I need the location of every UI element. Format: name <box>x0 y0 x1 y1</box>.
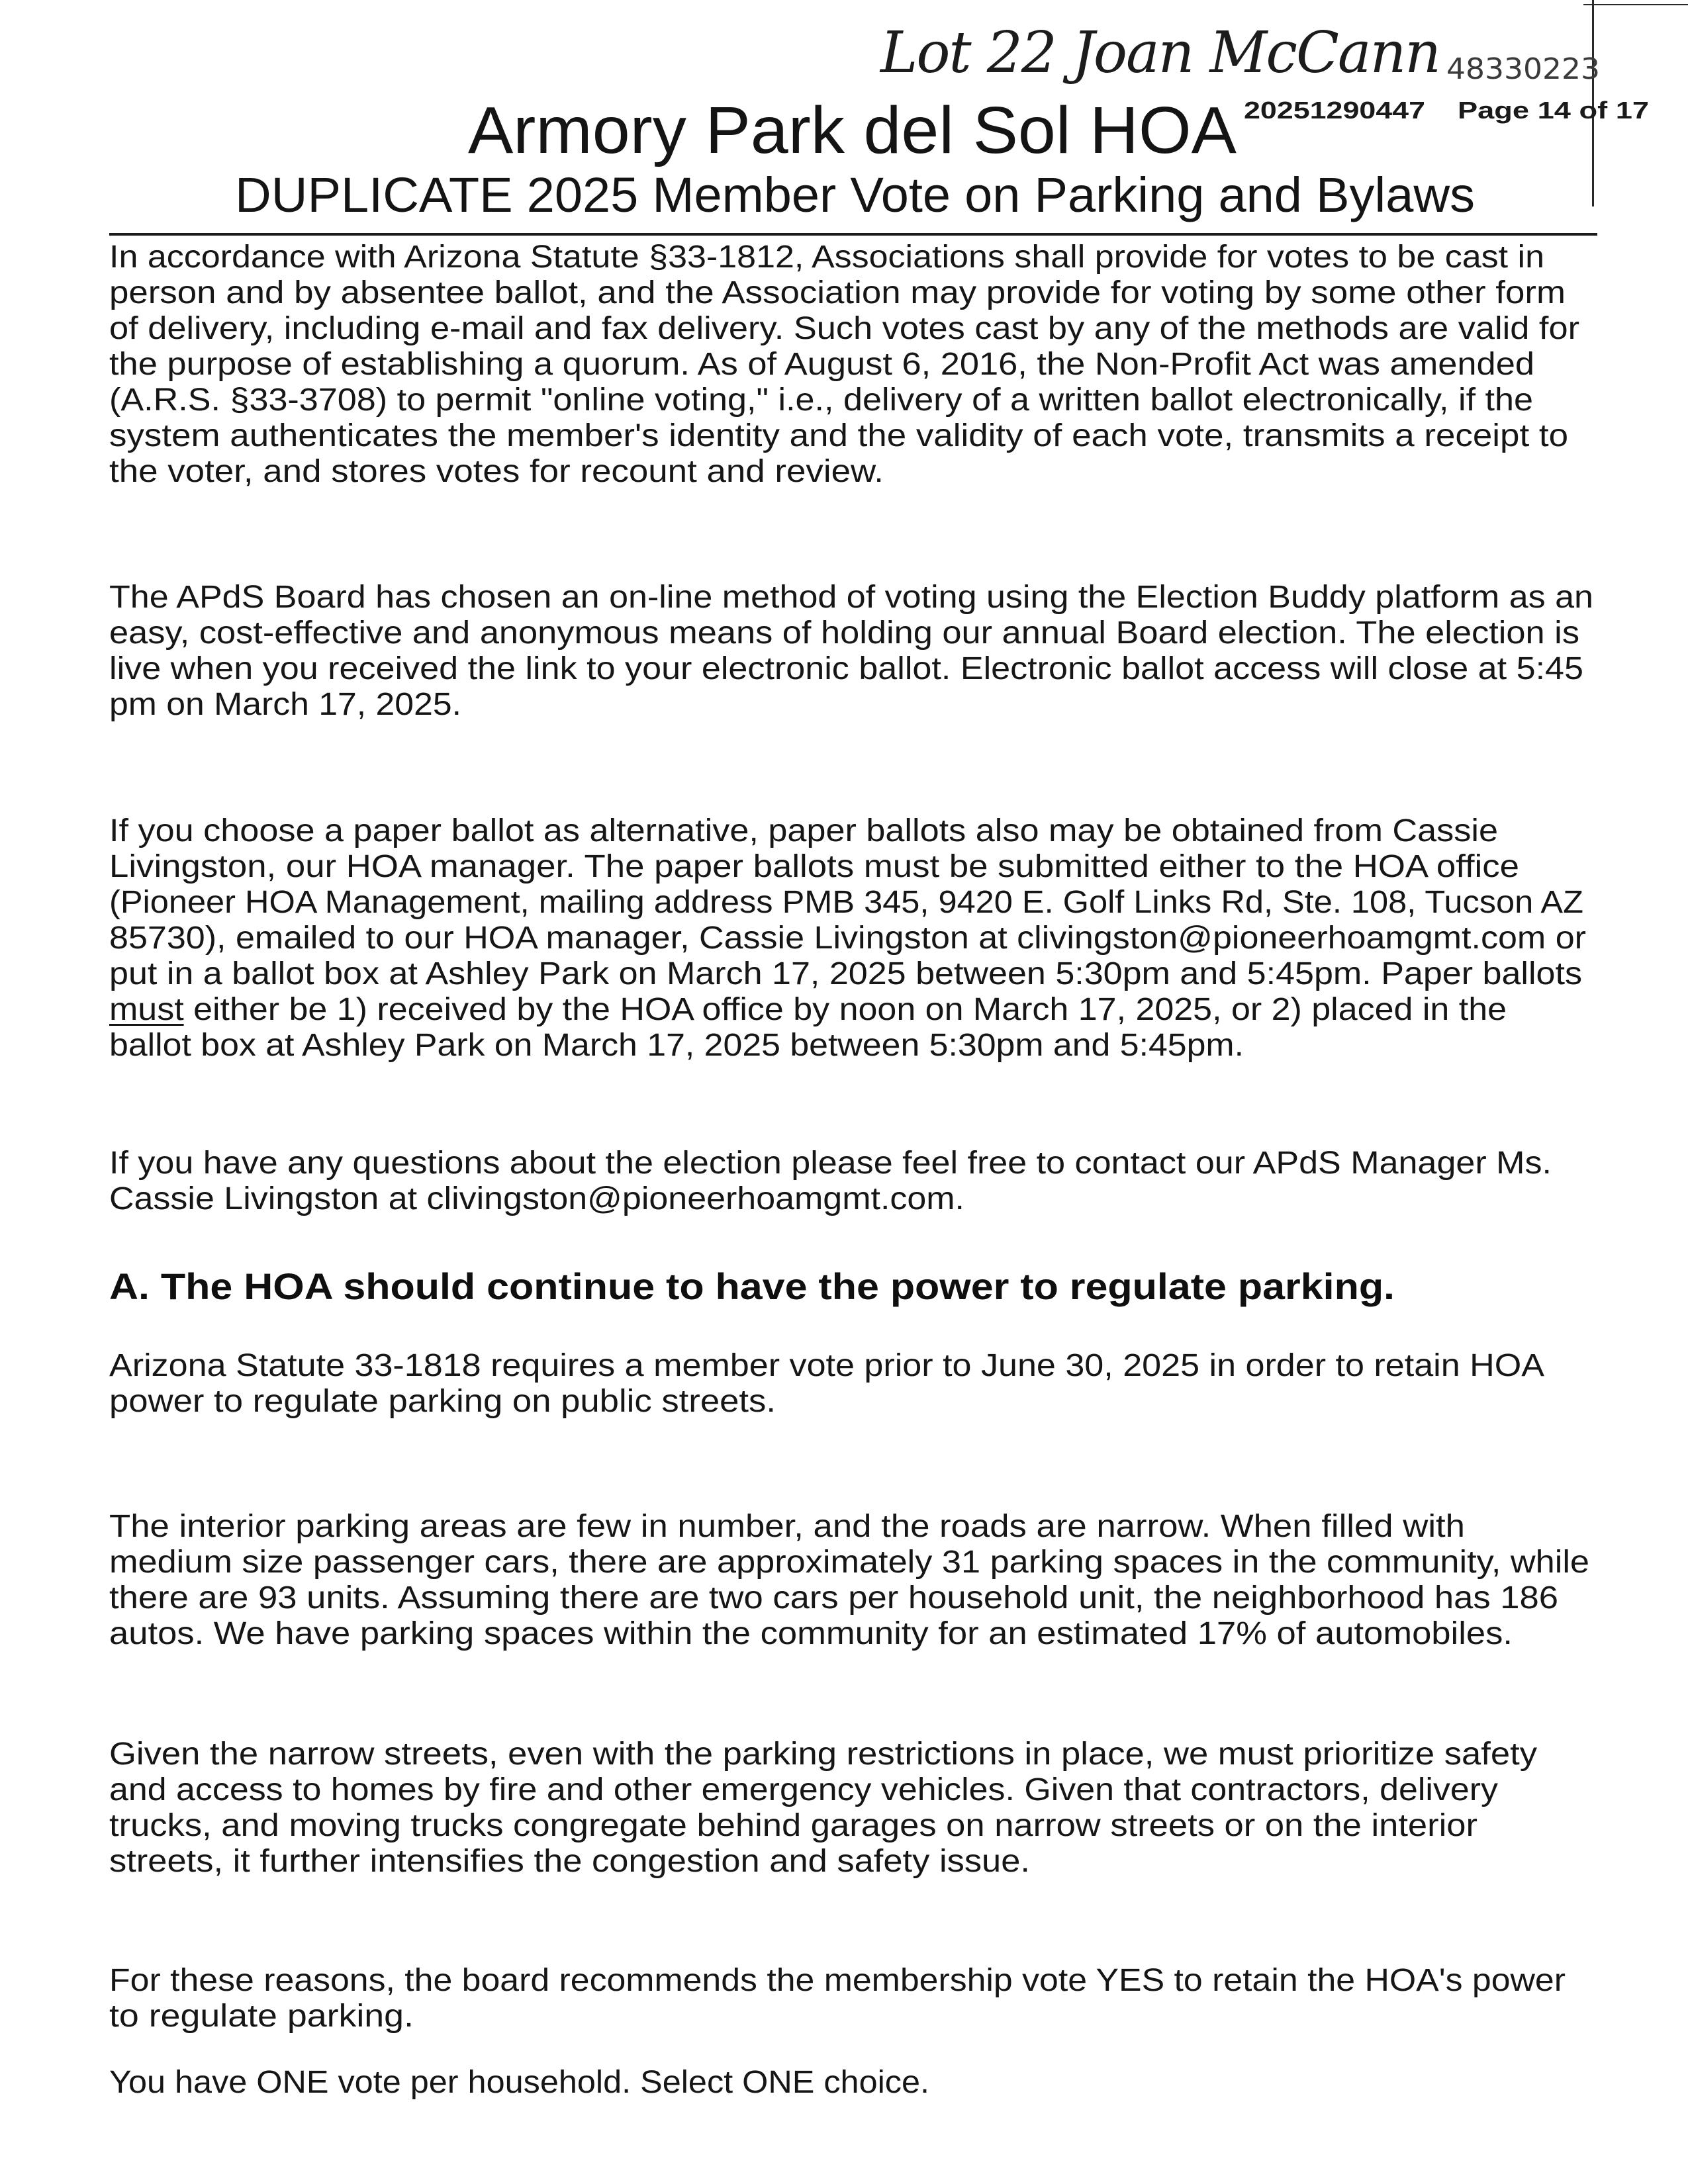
intro-line: system authenticates the member's identity and the validity of each vote, transmits a receipt to <box>109 418 1568 453</box>
questions-line: Cassie Livingston at clivingston@pioneerhoamgmt.com. <box>109 1181 964 1216</box>
safety-line: streets, it further intensifies the congestion and safety issue. <box>109 1844 1030 1879</box>
vote-instruction-line: You have ONE vote per household. Select ONE choice. <box>109 2065 929 2100</box>
online-voting-line: live when you received the link to your electronic ballot. Electronic ballot access will close at 5:45 <box>109 651 1583 686</box>
intro-paragraph <box>109 240 1579 490</box>
recommendation-line: to regulate parking. <box>109 1999 414 2034</box>
paper-ballot-line-text: either be 1) received by the HOA office by noon on March 17, 2025, or 2) placed in the <box>183 992 1507 1027</box>
interior-parking-line: autos. We have parking spaces within the community for an estimated 17% of automobiles. <box>109 1616 1513 1651</box>
recommendation-paragraph <box>109 1963 1566 2034</box>
paper-ballot-line: ballot box at Ashley Park on March 17, 2025 between 5:30pm and 5:45pm. <box>109 1028 1244 1063</box>
online-voting-line: The APdS Board has chosen an on-line method of voting using the Election Buddy platform as an <box>109 580 1593 615</box>
underlined-emphasis: must <box>109 992 184 1027</box>
safety-paragraph <box>109 1737 1537 1880</box>
paper-ballot-line: put in a ballot box at Ashley Park on March 17, 2025 between 5:30pm and 5:45pm. Paper ballots <box>109 956 1582 991</box>
intro-line: of delivery, including e-mail and fax delivery. Such votes cast by any of the methods are valid for <box>109 311 1579 346</box>
statute-line: Arizona Statute 33-1818 requires a member vote prior to June 30, 2025 in order to retain HOA <box>109 1348 1544 1383</box>
intro-line: (A.R.S. §33-3708) to permit "online voting," i.e., delivery of a written ballot electronically, if the <box>109 383 1533 418</box>
interior-parking-line: The interior parking areas are few in number, and the roads are narrow. When filled with <box>109 1509 1465 1544</box>
document-number: 20251290447 <box>1244 97 1425 124</box>
statute-line: power to regulate parking on public streets. <box>109 1384 776 1419</box>
paper-ballot-paragraph <box>109 813 1586 1064</box>
questions-paragraph <box>109 1146 1552 1217</box>
handwritten-lot-note: Lot 22 Joan McCann <box>880 20 1440 86</box>
paper-ballot-line: (Pioneer HOA Management, mailing address PMB 345, 9420 E. Golf Links Rd, Ste. 108, Tucson AZ <box>109 885 1583 920</box>
interior-parking-line: medium size passenger cars, there are approximately 31 parking spaces in the community, while <box>109 1545 1589 1580</box>
section-a-heading: A. The HOA should continue to have the power to regulate parking. <box>109 1265 1395 1307</box>
safety-line: trucks, and moving trucks congregate behind garages on narrow streets or on the interior <box>109 1808 1477 1843</box>
document-subtitle: DUPLICATE 2025 Member Vote on Parking and Bylaws <box>235 167 1475 222</box>
safety-line: and access to homes by fire and other emergency vehicles. Given that contractors, delivery <box>109 1772 1498 1807</box>
fax-id-number: 48330223 <box>1446 52 1600 86</box>
questions-line: If you have any questions about the election please feel free to contact our APdS Manager Ms. <box>109 1146 1552 1181</box>
interior-parking-paragraph <box>109 1509 1589 1652</box>
document-title: Armory Park del Sol HOA <box>468 93 1237 167</box>
interior-parking-line: there are 93 units. Assuming there are two cars per household unit, the neighborhood has 186 <box>109 1580 1558 1615</box>
statute-paragraph <box>109 1348 1544 1420</box>
intro-line: the purpose of establishing a quorum. As of August 6, 2016, the Non-Profit Act was amended <box>109 347 1534 382</box>
intro-line: In accordance with Arizona Statute §33-1812, Associations shall provide for votes to be cast in <box>109 240 1544 275</box>
online-voting-paragraph <box>109 580 1593 723</box>
paper-ballot-line: If you choose a paper ballot as alternative, paper ballots also may be obtained from Cassie <box>109 813 1498 848</box>
scan-top-tick <box>1583 4 1688 5</box>
intro-line: the voter, and stores votes for recount and review. <box>109 454 884 489</box>
online-voting-line: easy, cost-effective and anonymous means of holding our annual Board election. The election is <box>109 615 1579 651</box>
page-number-label: Page 14 of 17 <box>1458 97 1649 124</box>
paper-ballot-line: 85730), emailed to our HOA manager, Cassie Livingston at clivingston@pioneerhoamgmt.com or <box>109 921 1586 956</box>
online-voting-line: pm on March 17, 2025. <box>109 687 461 722</box>
safety-line: Given the narrow streets, even with the parking restrictions in place, we must prioritize safety <box>109 1737 1537 1772</box>
paper-ballot-line <box>109 992 1507 1028</box>
recommendation-line: For these reasons, the board recommends the membership vote YES to retain the HOA's power <box>109 1963 1566 1998</box>
intro-line: person and by absentee ballot, and the Association may provide for voting by some other form <box>109 275 1566 310</box>
paper-ballot-line: Livingston, our HOA manager. The paper ballots must be submitted either to the HOA office <box>109 849 1519 884</box>
vote-instruction-paragraph <box>109 2065 929 2101</box>
header-divider <box>109 233 1597 236</box>
